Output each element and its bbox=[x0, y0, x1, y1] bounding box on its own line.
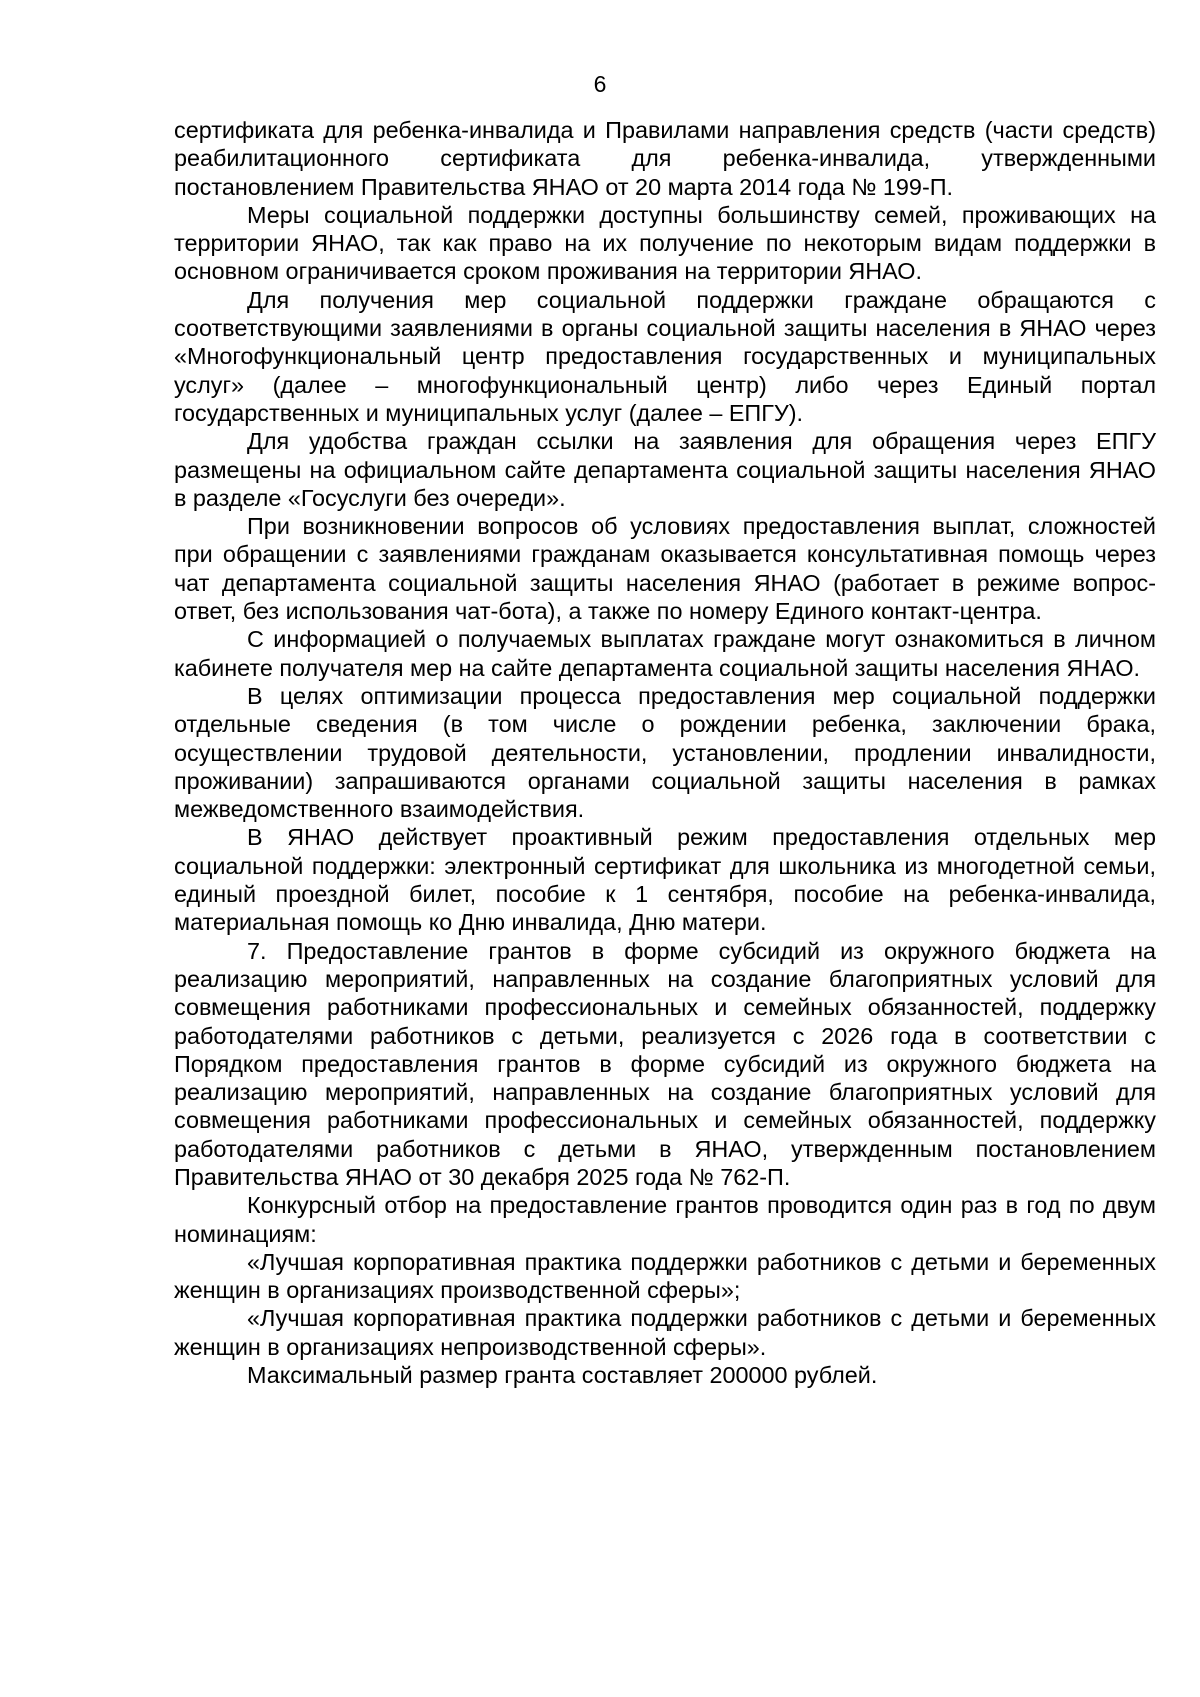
paragraph-how-to-apply: Для получения мер социальной поддержки граждане обращаются с соответствующими заявлениями в органы социальной защиты населения в ЯНАО через «Многофункциональный центр предоставления государственных и муниципальных услуг» (далее – многофункциональный центр) либо через Единый портал государственных и муниципальных услуг (далее – ЕПГУ). bbox=[174, 286, 1156, 426]
paragraph-consultation: При возникновении вопросов об условиях предоставления выплат, сложностей при обращении с заявлениями гражданам оказывается консультативная помощь через чат департамента социальной защиты населения ЯНАО (работает в режиме вопрос-ответ, без использования чат-бота), а также по номеру Единого контакт-центра. bbox=[174, 513, 1156, 625]
paragraph-max-grant: Максимальный размер гранта составляет 200000 рублей. bbox=[247, 1362, 878, 1389]
paragraph-nomination-production: «Лучшая корпоративная практика поддержки работников с детьми и беременных женщин в организациях производственной сферы»; bbox=[174, 1248, 1156, 1304]
paragraph-personal-account: С информацией о получаемых выплатах граждане могут ознакомиться в личном кабинете получателя мер на сайте департамента социальной защиты населения ЯНАО. bbox=[174, 626, 1156, 681]
paragraph-continuation: сертификата для ребенка-инвалида и Правилами направления средств (части средств) реабилитационного сертификата для ребенка-инвалида, утвержденными постановлением Правительства ЯНАО от 20 марта 2014 года № 199-П. bbox=[174, 117, 1156, 200]
paragraph-nomination-non-production: «Лучшая корпоративная практика поддержки работников с детьми и беременных женщин в организациях непроизводственной сферы». bbox=[174, 1305, 1156, 1360]
paragraph-competition: Конкурсный отбор на предоставление грантов проводится один раз в год по двум номинациям: bbox=[174, 1192, 1156, 1247]
page-number: 6 bbox=[593, 71, 607, 97]
paragraph-grants: 7. Предоставление грантов в форме субсидий из окружного бюджета на реализацию мероприятий, направленных на создание благоприятных условий для совмещения работниками профессиональных и семейных обязанностей, поддержку работодателями работников с детьми, реализуется с 2026 года в соответствии с Порядком предоставления грантов в форме субсидий из окружного бюджета на реализацию мероприятий, направленных на создание благоприятных условий для совмещения работниками профессиональных и семейных обязанностей, поддержку работодателями работников с детьми в ЯНАО, утвержденным постановлением Правительства ЯНАО от 30 декабря 2025 года № 762-П. bbox=[174, 937, 1156, 1190]
paragraph-support-availability: Меры социальной поддержки доступны большинству семей, проживающих на территории ЯНАО, так как право на их получение по некоторым видам поддержки в основном ограничивается сроком проживания на территории ЯНАО. bbox=[174, 201, 1156, 285]
paragraph-epgu-links: Для удобства граждан ссылки на заявления для обращения через ЕПГУ размещены на официальном сайте департамента социальной защиты населения ЯНАО в разделе «Госуслуги без очереди». bbox=[174, 428, 1156, 511]
paragraph-proactive-mode: В ЯНАО действует проактивный режим предоставления отдельных мер социальной поддержки: электронный сертификат для школьника из многодетной семьи, единый проездной билет, пособие к 1 сентября, пособие на ребенка-инвалида, материальная помощь ко Дню инвалида, Дню матери. bbox=[174, 824, 1156, 936]
paragraph-interagency: В целях оптимизации процесса предоставления мер социальной поддержки отдельные сведения (в том числе о рождении ребенка, заключении брака, осуществлении трудовой деятельности, установлении, продлении инвалидности, проживании) запрашиваются органами социальной защиты населения в рамках межведомственного взаимодействия. bbox=[174, 682, 1156, 823]
document-body bbox=[174, 116, 1156, 1389]
